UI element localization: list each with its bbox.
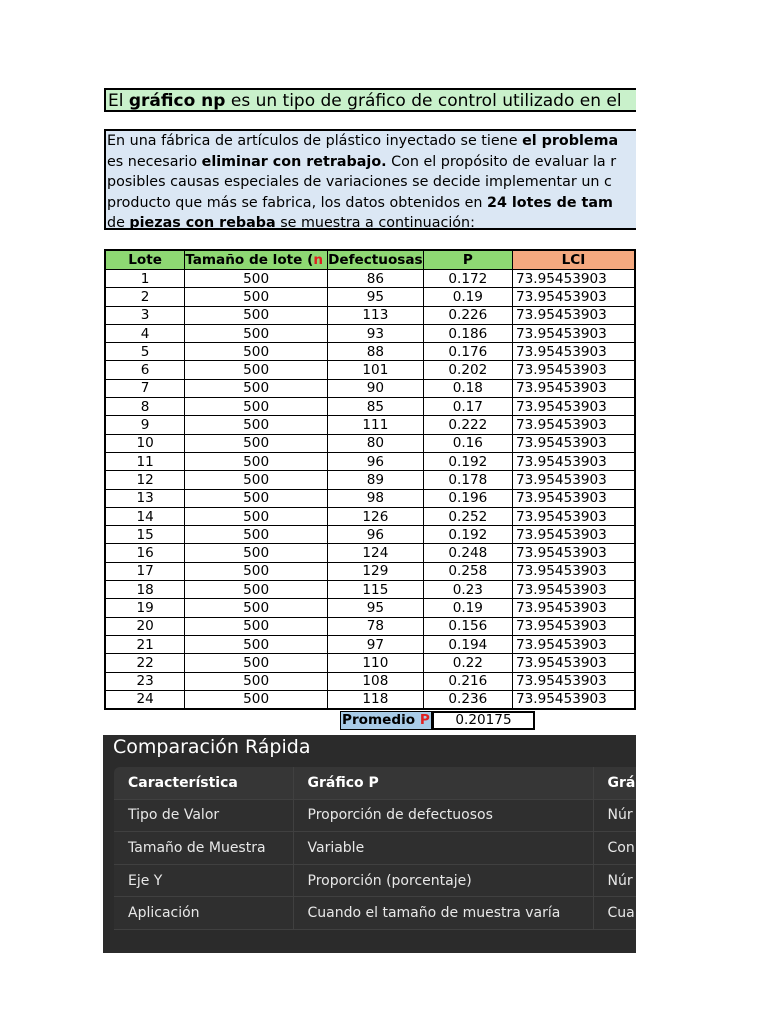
comparison-row xyxy=(114,799,636,832)
para-line-5: de piezas con rebaba se muestra a continuación: xyxy=(107,215,475,232)
cell-p: 0.172 xyxy=(423,270,512,288)
comparison-row xyxy=(114,864,636,897)
cell-p: 0.19 xyxy=(423,599,512,617)
cell-lci: 73.95453903 xyxy=(513,434,636,452)
comparison-cell: Núr xyxy=(593,799,636,832)
para-line-1: En una fábrica de artículos de plástico inyectado se tiene el problema xyxy=(107,133,619,149)
cell-defectuosas: 96 xyxy=(328,452,424,470)
comparison-cell: Núr xyxy=(593,864,636,897)
table-row xyxy=(105,581,635,599)
cell-size: 500 xyxy=(185,398,328,416)
table-row xyxy=(105,544,635,562)
cell-size: 500 xyxy=(185,507,328,525)
cell-lote: 16 xyxy=(105,544,185,562)
comparison-cell: Aplicación xyxy=(114,897,293,930)
cell-size: 500 xyxy=(185,617,328,635)
table-row xyxy=(105,452,635,470)
cell-defectuosas: 124 xyxy=(328,544,424,562)
title-prefix: El xyxy=(108,91,129,111)
cell-lci: 73.95453903 xyxy=(513,324,636,342)
cell-defectuosas: 113 xyxy=(328,306,424,324)
cell-p: 0.19 xyxy=(423,288,512,306)
cell-lci: 73.95453903 xyxy=(513,270,636,288)
cell-size: 500 xyxy=(185,379,328,397)
cell-size: 500 xyxy=(185,452,328,470)
cell-p: 0.18 xyxy=(423,379,512,397)
comparison-cell: Eje Y xyxy=(114,864,293,897)
table-row xyxy=(105,416,635,434)
cell-p: 0.196 xyxy=(423,489,512,507)
table-row xyxy=(105,599,635,617)
table-row xyxy=(105,306,635,324)
cell-defectuosas: 101 xyxy=(328,361,424,379)
cell-size: 500 xyxy=(185,635,328,653)
cell-lote: 12 xyxy=(105,471,185,489)
comparison-title: Comparación Rápida xyxy=(113,736,311,758)
para-line-4: producto que más se fabrica, los datos obtenidos en 24 lotes de tam xyxy=(107,194,613,211)
cell-size: 500 xyxy=(185,526,328,544)
cell-size: 500 xyxy=(185,434,328,452)
cell-defectuosas: 118 xyxy=(328,690,424,709)
cell-lote: 11 xyxy=(105,452,185,470)
promedio-value: 0.20175 xyxy=(432,711,535,730)
cell-p: 0.16 xyxy=(423,434,512,452)
cell-lote: 2 xyxy=(105,288,185,306)
cell-p: 0.17 xyxy=(423,398,512,416)
cell-defectuosas: 90 xyxy=(328,379,424,397)
cell-lote: 20 xyxy=(105,617,185,635)
cell-defectuosas: 110 xyxy=(328,654,424,672)
cell-lote: 19 xyxy=(105,599,185,617)
cell-size: 500 xyxy=(185,324,328,342)
cell-defectuosas: 96 xyxy=(328,526,424,544)
comparison-header-row xyxy=(114,767,636,799)
cell-size: 500 xyxy=(185,288,328,306)
table-row xyxy=(105,562,635,580)
lot-data-table xyxy=(104,249,636,710)
table-row xyxy=(105,507,635,525)
comparison-panel xyxy=(103,735,636,953)
cell-defectuosas: 88 xyxy=(328,343,424,361)
cell-defectuosas: 126 xyxy=(328,507,424,525)
cell-defectuosas: 78 xyxy=(328,617,424,635)
comparison-cell: Proporción de defectuosos xyxy=(293,799,593,832)
cell-defectuosas: 86 xyxy=(328,270,424,288)
cell-lci: 73.95453903 xyxy=(513,672,636,690)
comparison-cell: Cua xyxy=(593,897,636,930)
cell-defectuosas: 111 xyxy=(328,416,424,434)
table-row xyxy=(105,471,635,489)
cell-size: 500 xyxy=(185,654,328,672)
cell-p: 0.176 xyxy=(423,343,512,361)
cell-size: 500 xyxy=(185,489,328,507)
comparison-cell: Con xyxy=(593,832,636,865)
cell-defectuosas: 95 xyxy=(328,599,424,617)
cell-lote: 3 xyxy=(105,306,185,324)
table-row xyxy=(105,398,635,416)
comparison-cell: Proporción (porcentaje) xyxy=(293,864,593,897)
cell-p: 0.222 xyxy=(423,416,512,434)
cell-lote: 22 xyxy=(105,654,185,672)
cell-defectuosas: 97 xyxy=(328,635,424,653)
title-rest: es un tipo de gráfico de control utilizado en el xyxy=(225,91,622,111)
cell-p: 0.192 xyxy=(423,526,512,544)
cell-lote: 10 xyxy=(105,434,185,452)
cell-size: 500 xyxy=(185,471,328,489)
table-row xyxy=(105,343,635,361)
cell-lci: 73.95453903 xyxy=(513,617,636,635)
table-row xyxy=(105,489,635,507)
cell-defectuosas: 85 xyxy=(328,398,424,416)
cell-p: 0.23 xyxy=(423,581,512,599)
cell-defectuosas: 93 xyxy=(328,324,424,342)
cell-lote: 18 xyxy=(105,581,185,599)
cell-lci: 73.95453903 xyxy=(513,654,636,672)
cell-lote: 13 xyxy=(105,489,185,507)
cell-size: 500 xyxy=(185,581,328,599)
cell-size: 500 xyxy=(185,343,328,361)
cell-p: 0.226 xyxy=(423,306,512,324)
comparison-cell: Tipo de Valor xyxy=(114,799,293,832)
cell-defectuosas: 98 xyxy=(328,489,424,507)
comparison-cell: Cuando el tamaño de muestra varía xyxy=(293,897,593,930)
cell-size: 500 xyxy=(185,672,328,690)
table-row xyxy=(105,690,635,709)
cell-lote: 6 xyxy=(105,361,185,379)
table-row xyxy=(105,434,635,452)
comparison-header-cell: Grá xyxy=(593,767,636,799)
cell-lote: 14 xyxy=(105,507,185,525)
cell-lci: 73.95453903 xyxy=(513,306,636,324)
table-row xyxy=(105,672,635,690)
cell-p: 0.248 xyxy=(423,544,512,562)
cell-lote: 1 xyxy=(105,270,185,288)
cell-lci: 73.95453903 xyxy=(513,343,636,361)
cell-lci: 73.95453903 xyxy=(513,581,636,599)
cell-size: 500 xyxy=(185,361,328,379)
cell-lci: 73.95453903 xyxy=(513,471,636,489)
table-row xyxy=(105,526,635,544)
title-bold: gráfico np xyxy=(128,91,226,111)
cell-lote: 21 xyxy=(105,635,185,653)
header-defectuosas: Defectuosas xyxy=(328,252,423,268)
cell-defectuosas: 115 xyxy=(328,581,424,599)
cell-lci: 73.95453903 xyxy=(513,635,636,653)
cell-defectuosas: 80 xyxy=(328,434,424,452)
cell-lci: 73.95453903 xyxy=(513,562,636,580)
cell-defectuosas: 95 xyxy=(328,288,424,306)
table-row xyxy=(105,635,635,653)
cell-p: 0.236 xyxy=(423,690,512,709)
cell-lci: 73.95453903 xyxy=(513,544,636,562)
cell-p: 0.186 xyxy=(423,324,512,342)
intro-title xyxy=(104,88,636,112)
header-tamano: Tamaño de lote (n xyxy=(185,250,328,270)
cell-lci: 73.95453903 xyxy=(513,599,636,617)
problem-paragraph xyxy=(104,129,636,230)
cell-lci: 73.95453903 xyxy=(513,526,636,544)
cell-lci: 73.95453903 xyxy=(513,690,636,709)
cell-lci: 73.95453903 xyxy=(513,288,636,306)
cell-lote: 8 xyxy=(105,398,185,416)
cell-lote: 7 xyxy=(105,379,185,397)
cell-defectuosas: 108 xyxy=(328,672,424,690)
cell-defectuosas: 89 xyxy=(328,471,424,489)
cell-size: 500 xyxy=(185,690,328,709)
cell-lote: 15 xyxy=(105,526,185,544)
cell-size: 500 xyxy=(185,544,328,562)
header-lote: Lote xyxy=(105,250,185,270)
cell-lote: 9 xyxy=(105,416,185,434)
comparison-row xyxy=(114,832,636,865)
header-lci: LCI xyxy=(513,250,636,270)
cell-lci: 73.95453903 xyxy=(513,379,636,397)
cell-lote: 24 xyxy=(105,690,185,709)
cell-lote: 17 xyxy=(105,562,185,580)
cell-p: 0.192 xyxy=(423,452,512,470)
comparison-cell: Tamaño de Muestra xyxy=(114,832,293,865)
cell-p: 0.252 xyxy=(423,507,512,525)
cell-size: 500 xyxy=(185,270,328,288)
comparison-table xyxy=(114,767,636,930)
promedio-label: Promedio P xyxy=(340,711,432,730)
comparison-row xyxy=(114,897,636,930)
cell-lci: 73.95453903 xyxy=(513,507,636,525)
cell-lci: 73.95453903 xyxy=(513,361,636,379)
cell-p: 0.178 xyxy=(423,471,512,489)
comparison-cell: Variable xyxy=(293,832,593,865)
cell-p: 0.258 xyxy=(423,562,512,580)
cell-lote: 5 xyxy=(105,343,185,361)
cell-lote: 4 xyxy=(105,324,185,342)
cell-p: 0.202 xyxy=(423,361,512,379)
cell-size: 500 xyxy=(185,416,328,434)
comparison-header-cell: Gráfico P xyxy=(293,767,593,799)
cell-lci: 73.95453903 xyxy=(513,416,636,434)
cell-size: 500 xyxy=(185,306,328,324)
cell-size: 500 xyxy=(185,562,328,580)
comparison-header-cell: Característica xyxy=(114,767,293,799)
table-row xyxy=(105,324,635,342)
para-line-2: es necesario eliminar con retrabajo. Con el propósito de evaluar la r xyxy=(107,153,617,170)
table-row xyxy=(105,361,635,379)
table-row xyxy=(105,617,635,635)
table-row xyxy=(105,270,635,288)
table-row xyxy=(105,288,635,306)
table-row xyxy=(105,379,635,397)
cell-p: 0.156 xyxy=(423,617,512,635)
cell-p: 0.216 xyxy=(423,672,512,690)
para-line-3: posibles causas especiales de variaciones se decide implementar un c xyxy=(107,174,612,191)
cell-p: 0.194 xyxy=(423,635,512,653)
cell-size: 500 xyxy=(185,599,328,617)
cell-lci: 73.95453903 xyxy=(513,452,636,470)
cell-defectuosas: 129 xyxy=(328,562,424,580)
cell-lote: 23 xyxy=(105,672,185,690)
header-p: P xyxy=(423,250,512,270)
cell-p: 0.22 xyxy=(423,654,512,672)
cell-lci: 73.95453903 xyxy=(513,398,636,416)
table-row xyxy=(105,654,635,672)
cell-lci: 73.95453903 xyxy=(513,489,636,507)
table-header-row xyxy=(105,250,635,270)
